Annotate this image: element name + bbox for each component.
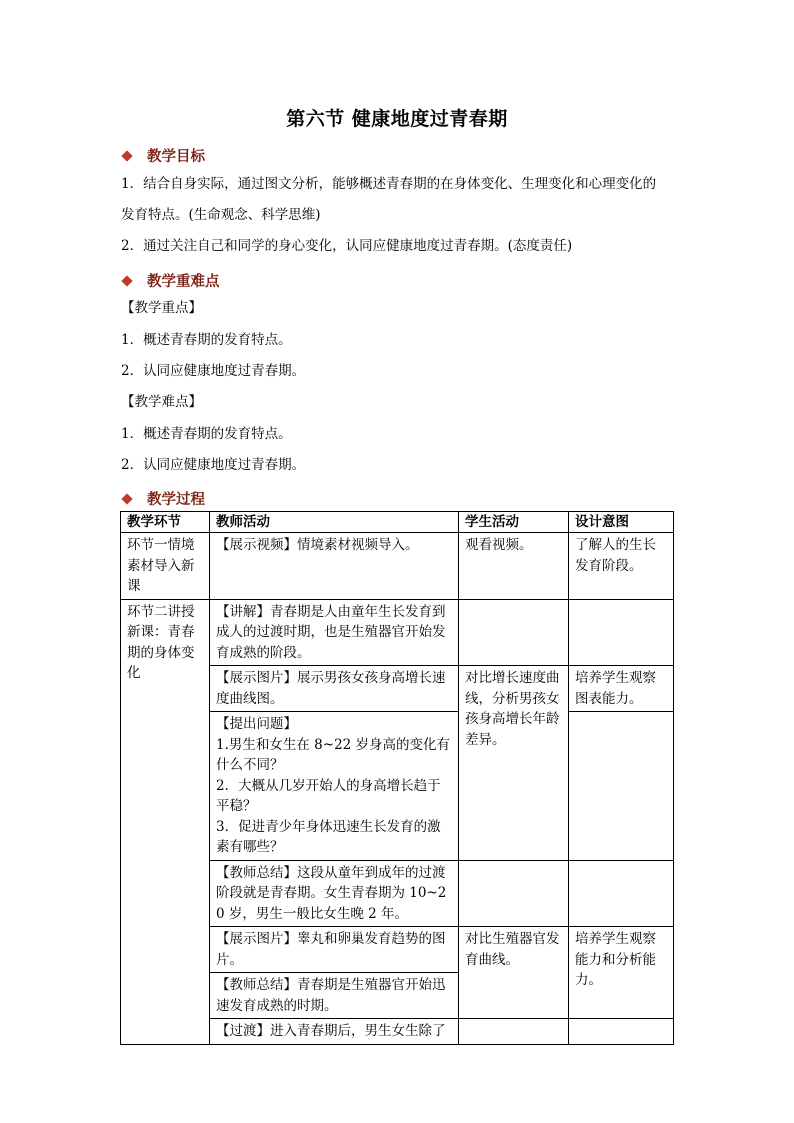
intent-cell: 了解人的生长发育阶段。 <box>569 533 674 600</box>
table-row <box>121 533 674 600</box>
header-teacher: 教师活动 <box>210 512 459 533</box>
focus-item-2: 2．认同应健康地度过青春期。 <box>121 363 306 379</box>
student-cell <box>459 599 569 666</box>
header-student: 学生活动 <box>459 512 569 533</box>
intent-cell <box>569 599 674 666</box>
step-cell: 环节二讲授新课：青春期的身体变化 <box>121 599 210 1044</box>
student-cell: 观看视频。 <box>459 533 569 600</box>
difficulty-label: 【教学难点】 <box>121 394 202 410</box>
teacher-cell: 【展示视频】情境素材视频导入。 <box>210 533 459 600</box>
header-step: 教学环节 <box>121 512 210 533</box>
teacher-cell <box>210 712 459 861</box>
difficulty-item-1: 1．概述青春期的发育特点。 <box>121 426 292 442</box>
goal-2: 2．通过关注自己和同学的身心变化，认同应健康地度过青春期。(态度责任) <box>121 238 573 254</box>
intent-cell <box>569 712 674 861</box>
question-3: 3．促进青少年身体迅速生长发育的激素有哪些？ <box>216 818 441 855</box>
diamond-bullet-icon <box>121 150 132 161</box>
section-heading-goals: 教学目标 <box>121 145 205 166</box>
question-1: 1.男生和女生在 8~22 岁身高的变化有什么不同？ <box>216 736 451 773</box>
page-title: 第六节 健康地度过青春期 <box>286 108 508 130</box>
table-row <box>121 599 674 666</box>
diamond-bullet-icon <box>121 493 132 504</box>
header-intent: 设计意图 <box>569 512 674 533</box>
process-table <box>120 511 674 1045</box>
question-label: 【提出问题】 <box>216 716 297 732</box>
student-cell <box>459 860 569 927</box>
teacher-cell: 【展示图片】展示男孩女孩身高增长速度曲线图。 <box>210 666 459 712</box>
intent-cell: 培养学生观察图表能力。 <box>569 666 674 712</box>
student-cell: 对比生殖器官发育曲线。 <box>459 927 569 1019</box>
student-cell: 对比增长速度曲线，分析男孩女孩身高增长年龄差异。 <box>459 666 569 861</box>
teacher-cell: 【教师总结】青春期是生殖器官开始迅速发育成熟的时期。 <box>210 973 459 1019</box>
table-header-row <box>121 512 674 533</box>
teacher-cell: 【展示图片】睾丸和卵巢发育趋势的图片。 <box>210 927 459 973</box>
question-2: 2．大概从几岁开始人的身高增长趋于平稳？ <box>216 777 441 814</box>
diamond-bullet-icon <box>121 275 132 286</box>
teacher-cell: 【过渡】进入青春期后，男生女生除了 <box>210 1019 459 1045</box>
focus-item-1: 1．概述青春期的发育特点。 <box>121 332 292 348</box>
student-cell <box>459 1019 569 1045</box>
intent-cell: 培养学生观察能力和分析能力。 <box>569 927 674 1019</box>
difficulty-item-2: 2．认同应健康地度过青春期。 <box>121 457 306 473</box>
section-heading-keypoints: 教学重难点 <box>121 270 220 291</box>
focus-label: 【教学重点】 <box>121 300 202 316</box>
section-heading-process: 教学过程 <box>121 488 205 509</box>
intent-cell <box>569 860 674 927</box>
teacher-cell: 【教师总结】这段从童年到成年的过渡阶段就是青春期。女生青春期为 10~20 岁，男生一般比女生晚 2 年。 <box>210 860 459 927</box>
step-cell: 环节一情境素材导入新课 <box>121 533 210 600</box>
teacher-cell: 【讲解】青春期是人由童年生长发育到成人的过渡时期，也是生殖器官开始发育成熟的阶段。 <box>210 599 459 666</box>
intent-cell <box>569 1019 674 1045</box>
goal-1-line-1: 1．结合自身实际，通过图文分析，能够概述青春期的在身体变化、生理变化和心理变化的 <box>121 176 657 192</box>
goal-1-line-2: 发育特点。(生命观念、科学思维) <box>121 207 321 223</box>
